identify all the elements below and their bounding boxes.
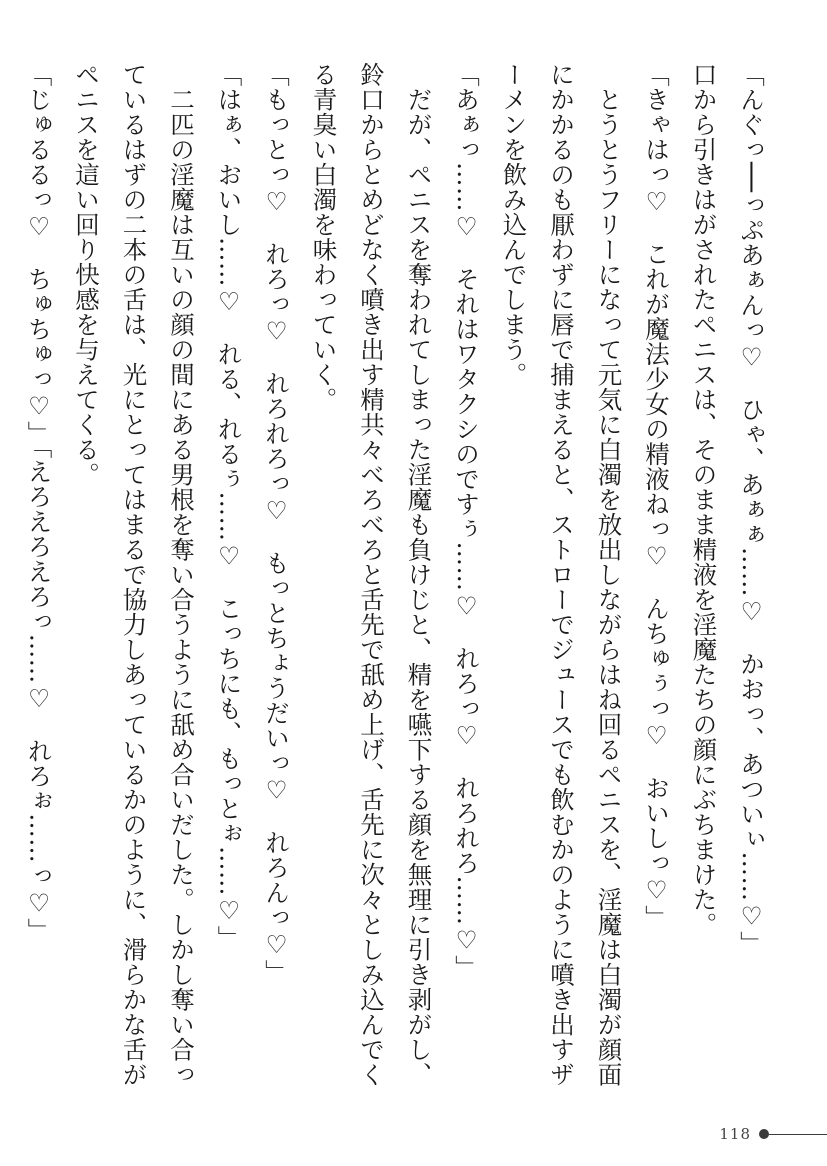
footer-rule (769, 1134, 827, 1135)
text-paragraph: だが、ペニスを奪われてしまった淫魔も負けじと、精を嚥下する顔を無理に引き剥がし、鈴口からとめどなく噴き出す精共々べろべろと舌先で舐め上げ、舌先に次々としみ込んでくる青臭い白濁を味わっていく。 (309, 62, 434, 1087)
text-line: 「じゅるるっ♡ ちゅちゅっ♡」「えろえろえろっ……♡ れろぉ……っ♡」 (24, 62, 54, 943)
text-line: 「あぁっ……♡ それはワタクシのですぅ……♡ れろっ♡ れろれろ……♡」 (452, 62, 481, 980)
footer-dot-icon (759, 1129, 769, 1139)
text-line: 「はぁ、おいし……♡ れる、れるぅ……♡ こっちにも、もっとぉ……♡」 (214, 62, 244, 951)
page-number: 118 (719, 1125, 751, 1143)
text-paragraph: 二匹の淫魔は互いの顔の間にある男根を奪い合うように舐め合いだした。しかし奪い合っているはずの二本の舌は、光にとってはまるで協力しあっているかのように、滑らかな舌がペニスを這い回り快感を与えてくる。 (72, 62, 196, 1087)
vertical-text-body (24, 62, 775, 1102)
text-paragraph: とうとうフリーになって元気に白濁を放出しながらはね回るペニスを、淫魔は白濁が顔面にかかるのも厭わずに唇で捕まえると、ストローでジュースでも飲むかのように噴き出すザーメンを飲み込んでしまう。 (499, 62, 624, 1087)
page-footer (719, 1122, 827, 1146)
text-line: 「もっとっ♡ れろっ♡ れろれろっ♡ もっとちょうだいっ♡ れろんっ♡」 (262, 62, 291, 985)
text-line: 「きゃはっ♡ これが魔法少女の精液ねっ♡ んちゅぅっ♡ おいしっ♡」 (642, 62, 671, 930)
text-line: 「んぐっ──っぷあぁんっ♡ ひゃ、あぁぁ……♡ かおっ、あついぃ……♡」 (737, 62, 766, 957)
text-line: 口から引きはがされたペニスは、そのまま精液を淫魔たちの顔にぶちまけた。 (689, 62, 719, 937)
